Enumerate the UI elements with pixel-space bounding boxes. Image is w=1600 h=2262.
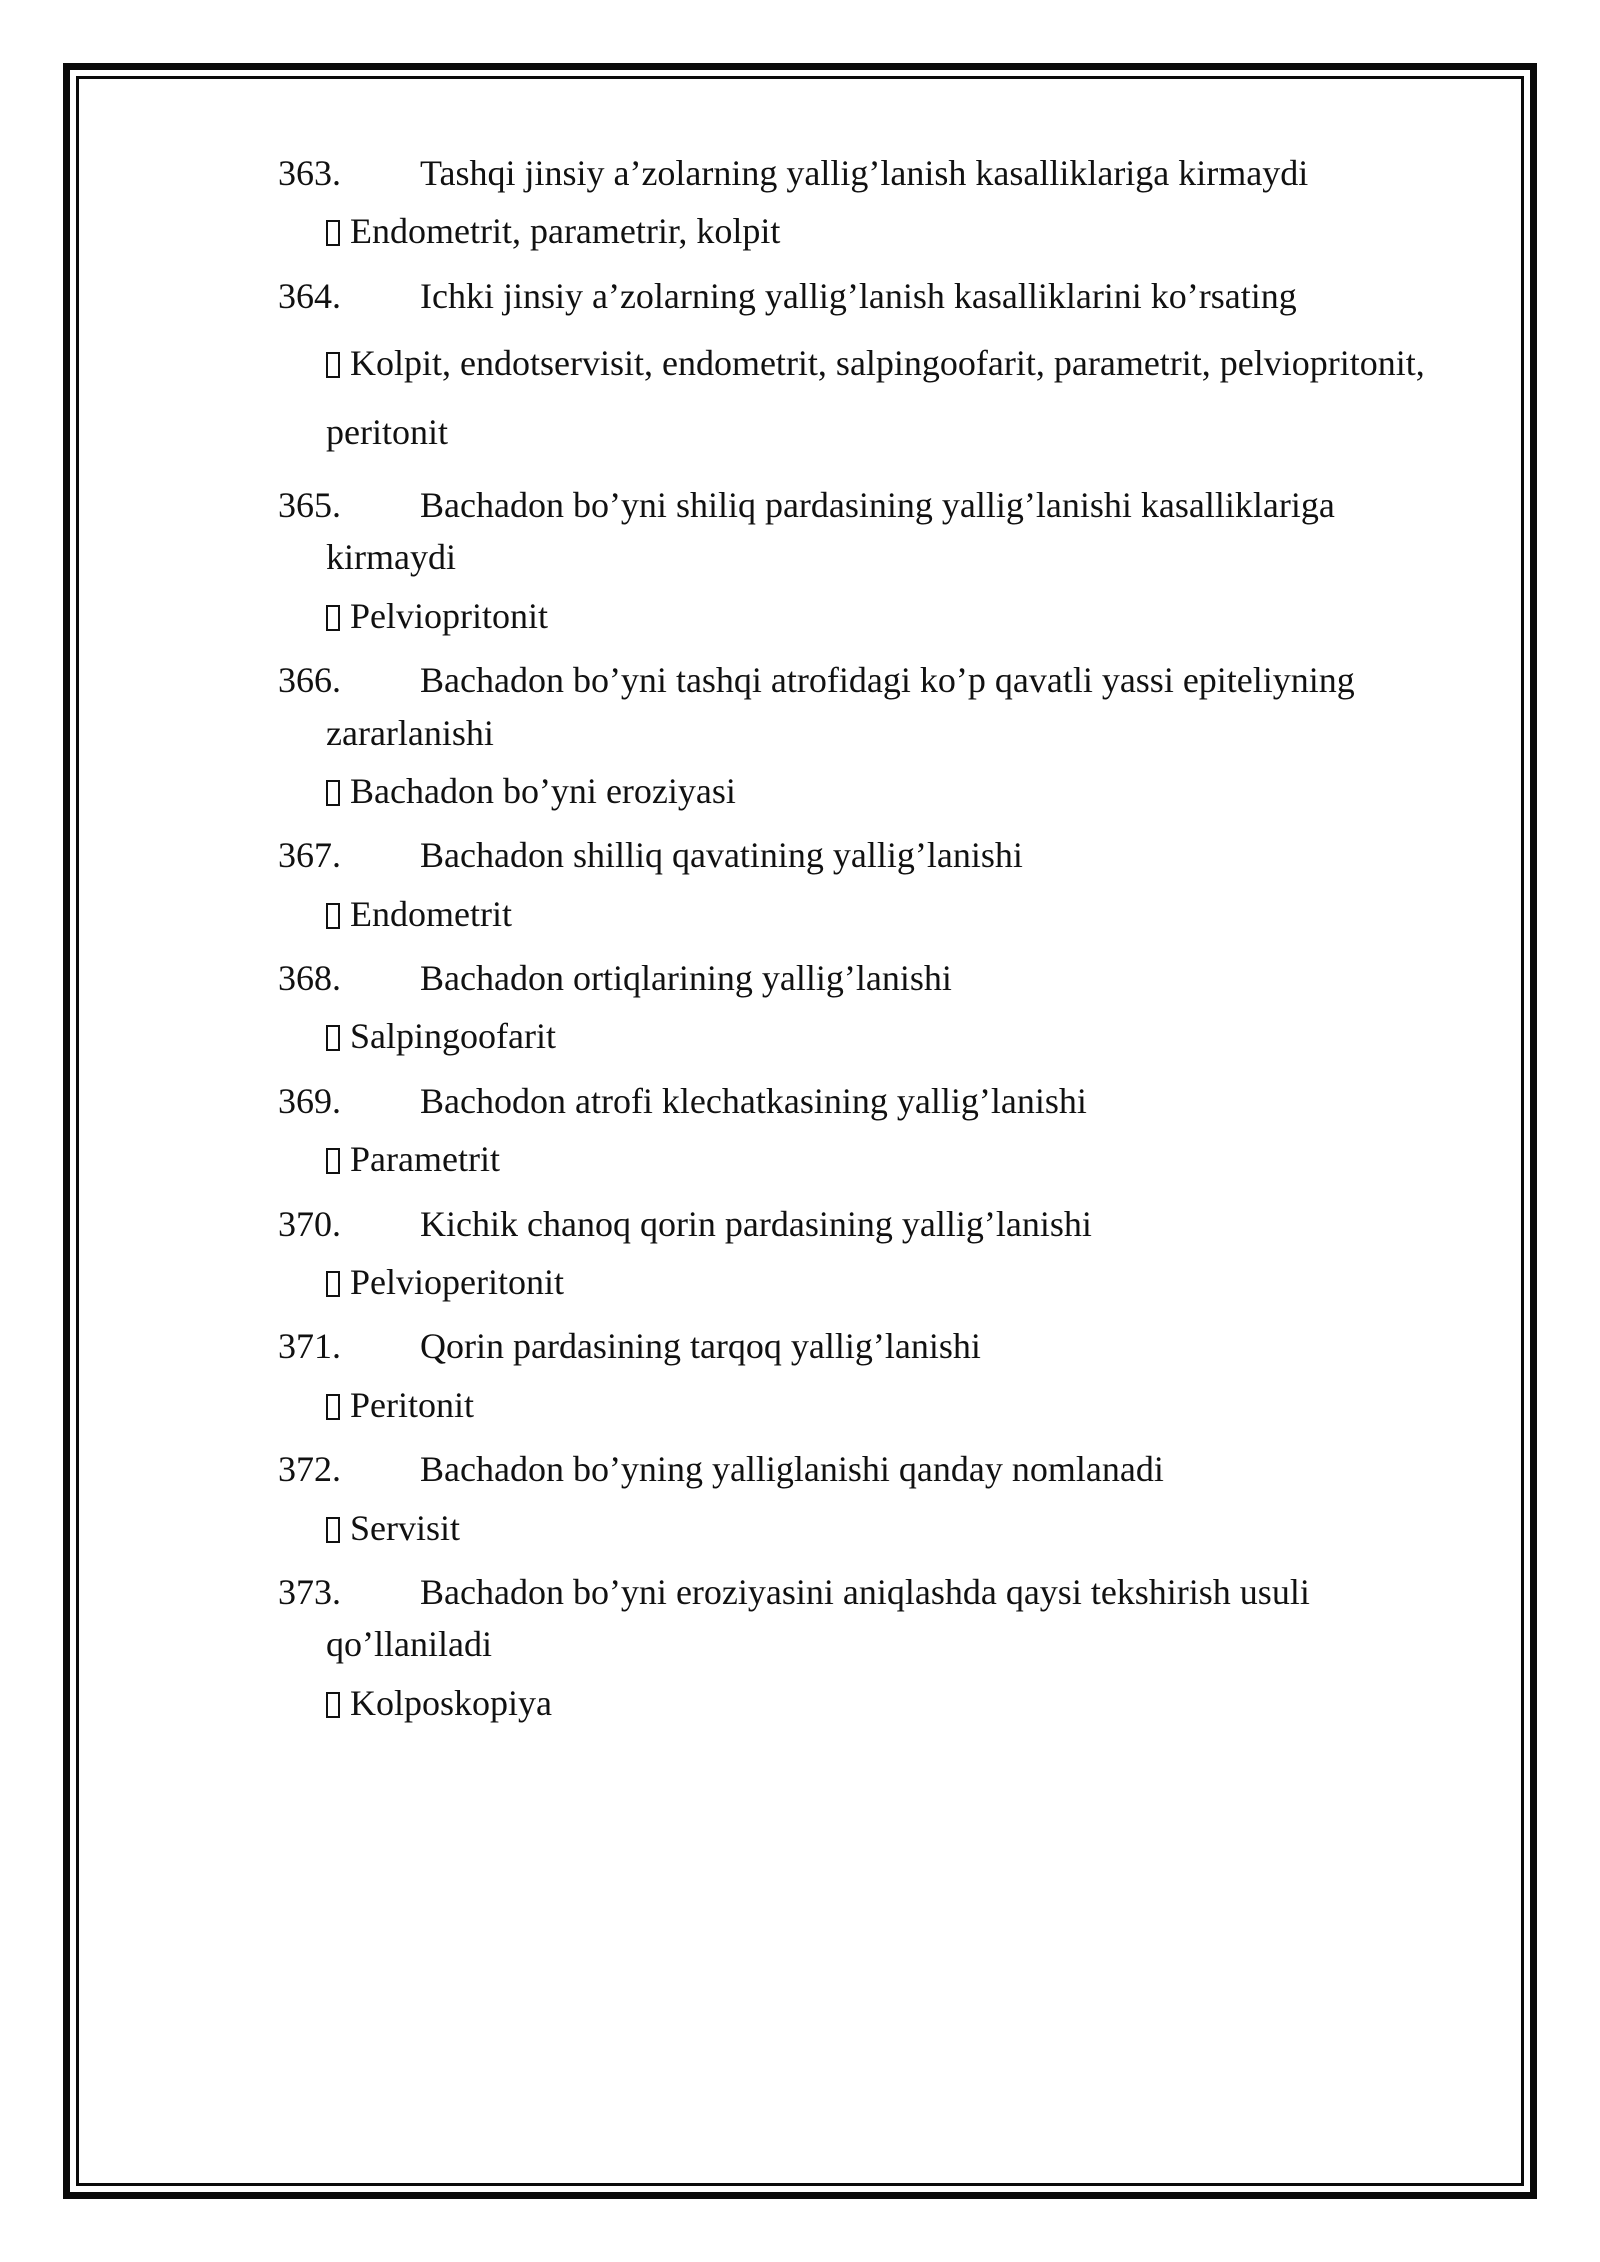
answer-363 (326, 206, 1488, 256)
question-number: 365. (278, 484, 341, 525)
answer-text: Parametrit (350, 1139, 500, 1180)
question-text: Bachadon ortiqlarining yallig’lanishi (420, 958, 952, 999)
answer-text: Kolposkopiya (350, 1682, 552, 1723)
question-text: Ichki jinsiy a’zolarning yallig’lanish kasalliklarini ko’rsating (420, 275, 1297, 316)
answer-364 (326, 329, 1488, 466)
question-number: 370. (278, 1203, 341, 1244)
question-text: Bachadon bo’yni tashqi atrofidagi ko’p qavatli yassi epiteliyning (420, 660, 1355, 701)
question-372 (278, 1444, 1488, 1494)
checkbox-icon (326, 1517, 340, 1543)
question-370 (278, 1199, 1488, 1249)
checkbox-icon (326, 352, 340, 378)
question-number: 368. (278, 958, 341, 999)
question-text: Bachadon bo’yning yalliglanishi qanday nomlanadi (420, 1449, 1164, 1490)
question-text-continuation: kirmaydi (326, 537, 456, 578)
answer-text: Bachadon bo’yni eroziyasi (350, 770, 736, 811)
answer-text: Endometrit (350, 893, 512, 934)
checkbox-icon (326, 1271, 340, 1297)
question-363 (278, 148, 1488, 198)
checkbox-icon (326, 780, 340, 806)
question-text: Qorin pardasining tarqoq yallig’lanishi (420, 1326, 981, 1367)
question-368 (278, 953, 1488, 1003)
question-text: Bachodon atrofi klechatkasining yallig’lanishi (420, 1080, 1087, 1121)
question-number: 369. (278, 1080, 341, 1121)
question-365 (278, 480, 1488, 530)
question-371 (278, 1321, 1488, 1371)
checkbox-icon (326, 903, 340, 929)
answer-text: Servisit (350, 1507, 461, 1548)
question-list (278, 148, 1488, 1742)
question-text: Kichik chanoq qorin pardasining yallig’lanishi (420, 1203, 1092, 1244)
question-364 (278, 271, 1488, 321)
answer-text: Salpingoofarit (350, 1016, 556, 1057)
checkbox-icon (326, 1148, 340, 1174)
question-number: 373. (278, 1571, 341, 1612)
answer-373 (326, 1678, 1488, 1728)
question-text: Tashqi jinsiy a’zolarning yallig’lanish kasalliklariga kirmaydi (420, 153, 1309, 193)
question-text: Bachadon shilliq qavatining yallig’lanishi (420, 835, 1023, 876)
question-366 (278, 655, 1488, 705)
question-text: Bachadon bo’yni shiliq pardasining yallig’lanishi kasalliklariga (420, 484, 1335, 525)
question-number: 371. (278, 1326, 341, 1367)
answer-text: Peritonit (350, 1384, 474, 1425)
question-367 (278, 830, 1488, 880)
answer-369 (326, 1134, 1488, 1184)
answer-371 (326, 1380, 1488, 1430)
answer-367 (326, 889, 1488, 939)
question-text: Bachadon bo’yni eroziyasini aniqlashda qaysi tekshirish usuli (420, 1571, 1310, 1612)
answer-372 (326, 1503, 1488, 1553)
question-text-continuation: qo’llaniladi (326, 1624, 492, 1665)
checkbox-icon (326, 1394, 340, 1420)
question-number: 372. (278, 1449, 341, 1490)
question-number: 366. (278, 660, 341, 701)
answer-370 (326, 1257, 1488, 1307)
checkbox-icon (326, 605, 340, 631)
answer-text: Kolpit, endotservisit, endometrit, salpingoofarit, parametrit, pelviopritonit, peritonit (326, 343, 1425, 452)
answer-text: Pelvioperitonit (350, 1262, 564, 1303)
answer-368 (326, 1011, 1488, 1061)
question-number: 367. (278, 835, 341, 876)
question-369 (278, 1076, 1488, 1126)
question-text-continuation: zararlanishi (326, 712, 494, 753)
question-number: 363. (278, 153, 341, 193)
answer-text: Pelviopritonit (350, 595, 548, 636)
checkbox-icon (326, 1692, 340, 1718)
answer-366 (326, 766, 1488, 816)
answer-text: Endometrit, parametrir, kolpit (350, 211, 781, 252)
checkbox-icon (326, 1025, 340, 1051)
question-373 (278, 1567, 1488, 1617)
checkbox-icon (326, 220, 340, 246)
question-number: 364. (278, 275, 341, 316)
answer-365 (326, 591, 1488, 641)
